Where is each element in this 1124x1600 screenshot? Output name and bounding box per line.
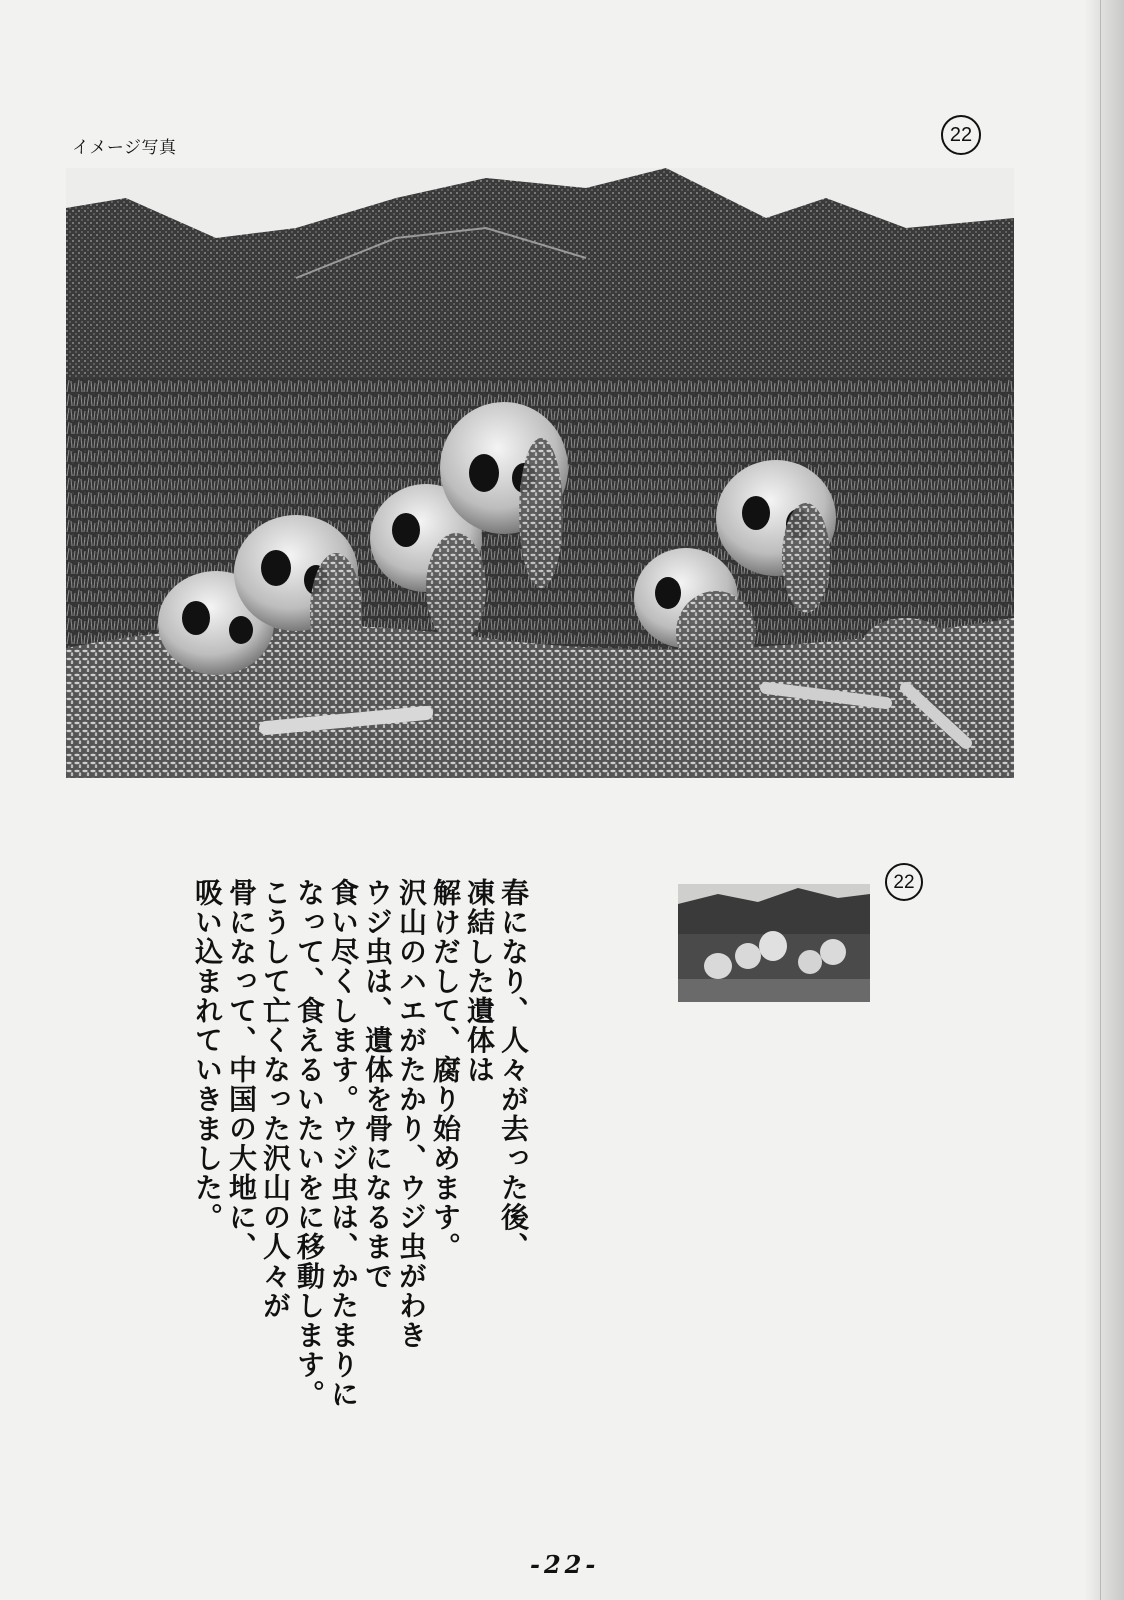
figure-number: 22 <box>941 115 981 155</box>
thumbnail-illustration <box>678 884 870 1002</box>
body-line: ウジ虫は、遺体を骨になるまで <box>361 878 394 1291</box>
body-line: 春になり、人々が去った後、 <box>497 878 530 1262</box>
body-line: 解けだして、腐り始めます。 <box>429 878 462 1262</box>
body-line: 凍結した遺体は <box>463 878 496 1085</box>
body-line: 沢山のハエがたかり、ウジ虫がわき <box>395 878 428 1350</box>
body-line: 食い尽くします。ウジ虫は、かたまりに <box>327 878 360 1409</box>
binding-edge <box>1084 0 1124 1600</box>
body-line: 吸い込まれていきました。 <box>191 878 224 1232</box>
page-number: -22- <box>530 1550 600 1579</box>
binding-line <box>1100 0 1101 1600</box>
body-text <box>190 878 530 1409</box>
body-line: なって、食えるいたいをに移動します。 <box>293 878 326 1409</box>
photo-caption: イメージ写真 <box>72 138 177 158</box>
thumbnail-number: 22 <box>885 863 923 901</box>
body-line: こうして亡くなった沢山の人々が <box>259 878 292 1321</box>
thumbnail-photo <box>678 884 870 1002</box>
photo-illustration <box>66 168 1014 778</box>
body-line: 骨になって、中国の大地に、 <box>225 878 258 1262</box>
main-photo <box>66 168 1014 778</box>
